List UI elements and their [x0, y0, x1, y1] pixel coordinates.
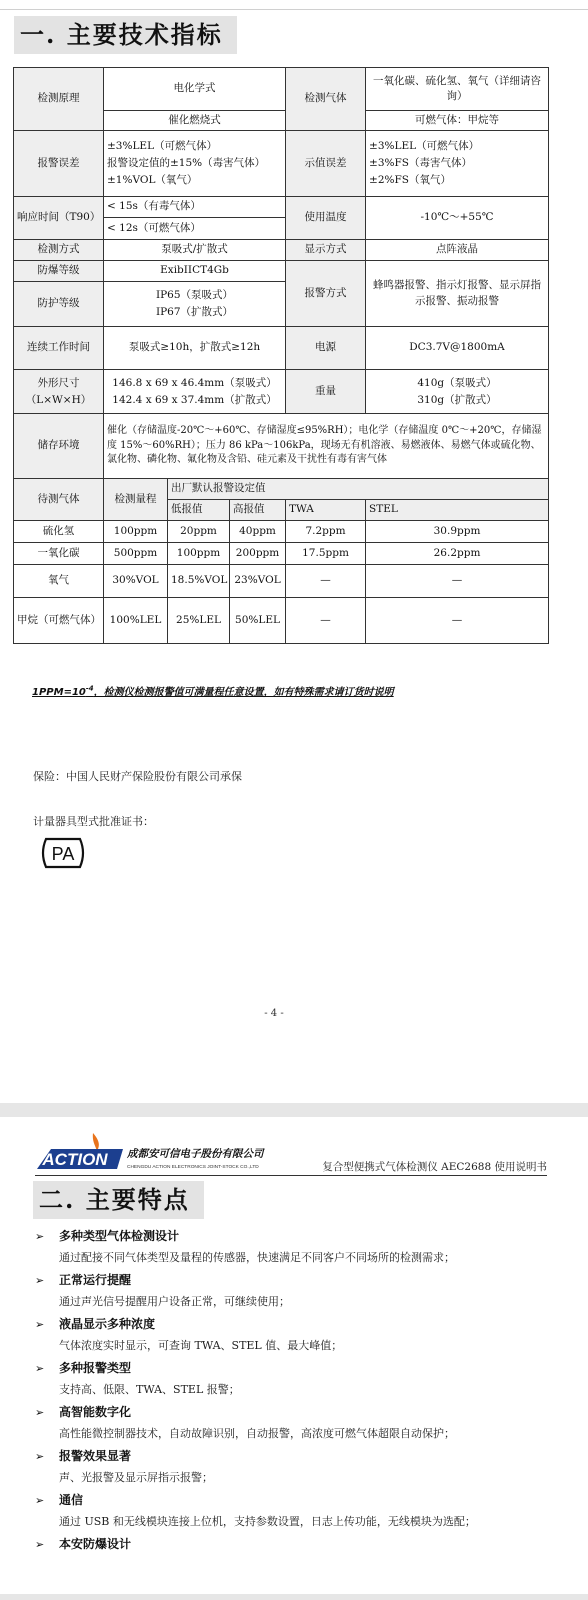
spec-value: ExibIICT4Gb: [104, 261, 286, 282]
cell-range: 100ppm: [104, 521, 168, 543]
spec-value: -10℃～+55℃: [366, 197, 549, 240]
svg-text:成都安可信电子股份有限公司: 成都安可信电子股份有限公司: [127, 1148, 264, 1160]
spec-label-explosion-proof: 防爆等级: [14, 261, 104, 282]
feature-title: 本安防爆设计: [59, 1537, 132, 1551]
alarm-header-stel: STEL: [366, 500, 549, 521]
cell-low: 20ppm: [168, 521, 230, 543]
feature-desc: 气体浓度实时显示，可查询 TWA、STEL 值、最大峰值；: [59, 1339, 343, 1352]
feature-title: 报警效果显著: [59, 1449, 132, 1463]
cell-high: 50%LEL: [230, 598, 286, 644]
spec-label-method: 检测方式: [14, 240, 104, 261]
alarm-header-low: 低报值: [168, 500, 230, 521]
table-row: [14, 598, 549, 644]
cell-stel: 30.9ppm: [366, 521, 549, 543]
cell-twa: —: [286, 565, 366, 598]
feature-title: 高智能数字化: [59, 1405, 132, 1419]
bullet-arrow-icon: ➢: [35, 1318, 45, 1331]
svg-text:PA: PA: [51, 844, 75, 864]
page-number: - 4 -: [264, 1008, 284, 1019]
cell-gas: 一氧化碳: [14, 543, 104, 565]
spec-value: ±3%LEL（可燃气体） ±3%FS（毒害气体） ±2%FS（氧气）: [366, 131, 549, 197]
cell-high: 23%VOL: [230, 565, 286, 598]
spec-table: [13, 67, 549, 644]
spec-value: 可燃气体：甲烷等: [366, 111, 549, 131]
feature-desc: 通过声光信号提醒用户设备正常，可继续使用；: [59, 1295, 290, 1308]
cell-twa: 17.5ppm: [286, 543, 366, 565]
cell-low: 100ppm: [168, 543, 230, 565]
section-title-specs: 一. 主要技术指标: [14, 16, 237, 54]
spec-value: 一氧化碳、硫化氢、氧气（详细请咨询）: [366, 68, 549, 111]
company-logo: [35, 1127, 264, 1175]
list-item: [35, 1534, 555, 1555]
spec-value: IP65（泵吸式） IP67（扩散式）: [104, 282, 286, 327]
list-item: [35, 1446, 555, 1490]
spec-value: DC3.7V@1800mA: [366, 327, 549, 370]
feature-list: [35, 1226, 555, 1555]
svg-text:ACTION: ACTION: [42, 1150, 108, 1169]
alarm-header-gas: 待测气体: [14, 479, 104, 521]
cell-range: 500ppm: [104, 543, 168, 565]
alarm-header-range: 检测量程: [104, 479, 168, 521]
alarm-header-group: 出厂默认报警设定值: [168, 479, 549, 500]
feature-title: 通信: [59, 1493, 84, 1507]
feature-title: 多种类型气体检测设计: [59, 1229, 180, 1243]
page-separator: [0, 1103, 588, 1117]
spec-value: 泵吸式≥10h，扩散式≥12h: [104, 327, 286, 370]
spec-label-display: 显示方式: [286, 240, 366, 261]
spec-value: 410g（泵吸式） 310g（扩散式）: [366, 370, 549, 414]
spec-value: 催化燃烧式: [104, 111, 286, 131]
feature-desc: 高性能微控制器技术，自动故障识别，自动报警，高浓度可燃气体超限自动保护；: [59, 1427, 455, 1440]
cell-gas: 甲烷（可燃气体）: [14, 598, 104, 644]
feature-title: 多种报警类型: [59, 1361, 132, 1375]
cell-high: 40ppm: [230, 521, 286, 543]
spec-value: 146.8 x 69 x 46.4mm（泵吸式） 142.4 x 69 x 37.4mm（扩散式）: [104, 370, 286, 414]
spec-label-weight: 重量: [286, 370, 366, 414]
spec-label-power: 电源: [286, 327, 366, 370]
spec-value: 蜂鸣器报警、指示灯报警、显示屏指示报警、振动报警: [366, 261, 549, 327]
section-title-features: 二. 主要特点: [33, 1181, 204, 1219]
table-row: [14, 543, 549, 565]
spec-label-work-time: 连续工作时间: [14, 327, 104, 370]
spec-label-alarm-error: 报警误差: [14, 131, 104, 197]
spec-label-indication-error: 示值误差: [286, 131, 366, 197]
bullet-arrow-icon: ➢: [35, 1450, 45, 1463]
alarm-header-twa: TWA: [286, 500, 366, 521]
bullet-arrow-icon: ➢: [35, 1406, 45, 1419]
list-item: [35, 1226, 555, 1270]
svg-text:CHENGDU ACTION ELECTRONICS JOI: CHENGDU ACTION ELECTRONICS JOINT-STOCK CO.,LTD: [127, 1165, 259, 1170]
cell-stel: —: [366, 598, 549, 644]
bullet-arrow-icon: ➢: [35, 1230, 45, 1243]
spec-label-dimensions: 外形尺寸 （L×W×H）: [14, 370, 104, 414]
spec-label-gas: 检测气体: [286, 68, 366, 131]
table-row: [14, 521, 549, 543]
cell-range: 100%LEL: [104, 598, 168, 644]
metrology-text: 计量器具型式批准证书：: [33, 815, 154, 828]
table-row: [14, 565, 549, 598]
list-item: [35, 1270, 555, 1314]
spec-label-temperature: 使用温度: [286, 197, 366, 240]
feature-desc: 通过配接不同气体类型及量程的传感器，快速满足不同客户不同场所的检测需求；: [59, 1251, 455, 1264]
feature-desc: 通过 USB 和无线模块连接上位机，支持参数设置，日志上传功能，无线模块为选配；: [59, 1515, 476, 1528]
page-top-rule: [0, 9, 588, 10]
spec-value: 电化学式: [104, 68, 286, 111]
feature-desc: 声、光报警及显示屏指示报警；: [59, 1471, 213, 1484]
cell-gas: 硫化氢: [14, 521, 104, 543]
feature-title: 液晶显示多种浓度: [59, 1317, 156, 1331]
alarm-header-high: 高报值: [230, 500, 286, 521]
bullet-arrow-icon: ➢: [35, 1494, 45, 1507]
bullet-arrow-icon: ➢: [35, 1274, 45, 1287]
list-item: [35, 1402, 555, 1446]
footnote: $1PPM=10^{-4}$，检测仪检测报警值可满量程任意设置，如有特殊需求请订货时说明: [32, 684, 394, 698]
cell-stel: 26.2ppm: [366, 543, 549, 565]
cell-low: 18.5%VOL: [168, 565, 230, 598]
cell-stel: —: [366, 565, 549, 598]
spec-value: < 12s（可燃气体）: [104, 218, 286, 240]
pa-certification-icon: [38, 836, 88, 870]
list-item: [35, 1490, 555, 1534]
spec-value: 点阵液晶: [366, 240, 549, 261]
cell-high: 200ppm: [230, 543, 286, 565]
document-title: 复合型便携式气体检测仪 AEC2688 使用说明书: [322, 1161, 547, 1173]
spec-value: 泵吸式/扩散式: [104, 240, 286, 261]
spec-label-principle: 检测原理: [14, 68, 104, 131]
document-page-5: [0, 1117, 588, 1600]
insurance-text: 保险：中国人民财产保险股份有限公司承保: [33, 770, 242, 783]
list-item: [35, 1358, 555, 1402]
list-item: [35, 1314, 555, 1358]
header-rule: [35, 1175, 547, 1176]
bullet-arrow-icon: ➢: [35, 1362, 45, 1375]
spec-label-response: 响应时间（T90）: [14, 197, 104, 240]
feature-title: 正常运行提醒: [59, 1273, 132, 1287]
spec-label-protection: 防护等级: [14, 282, 104, 327]
spec-value: < 15s（有毒气体）: [104, 197, 286, 218]
spec-value: 催化（存储温度-20℃～+60℃、存储湿度≤95%RH）；电化学（存储温度 0℃～+20℃，存储湿度 15%～60%RH）；压力 86 kPa～106kPa，现场无有机溶液、易燃液体、易燃气体或硫化物、氯化物、磷化物、氟化物及含铅、硅元素及干扰性有毒有害气体: [104, 414, 549, 479]
feature-desc: 支持高、低限、TWA、STEL 报警；: [59, 1383, 240, 1396]
cell-low: 25%LEL: [168, 598, 230, 644]
spec-label-alarm-mode: 报警方式: [286, 261, 366, 327]
page-bottom-bar: [0, 1594, 588, 1600]
spec-value: ±3%LEL（可燃气体） 报警设定值的±15%（毒害气体） ±1%VOL（氧气）: [104, 131, 286, 197]
cell-twa: —: [286, 598, 366, 644]
cell-gas: 氧气: [14, 565, 104, 598]
cell-range: 30%VOL: [104, 565, 168, 598]
cell-twa: 7.2ppm: [286, 521, 366, 543]
spec-label-storage: 储存环境: [14, 414, 104, 479]
bullet-arrow-icon: ➢: [35, 1538, 45, 1551]
